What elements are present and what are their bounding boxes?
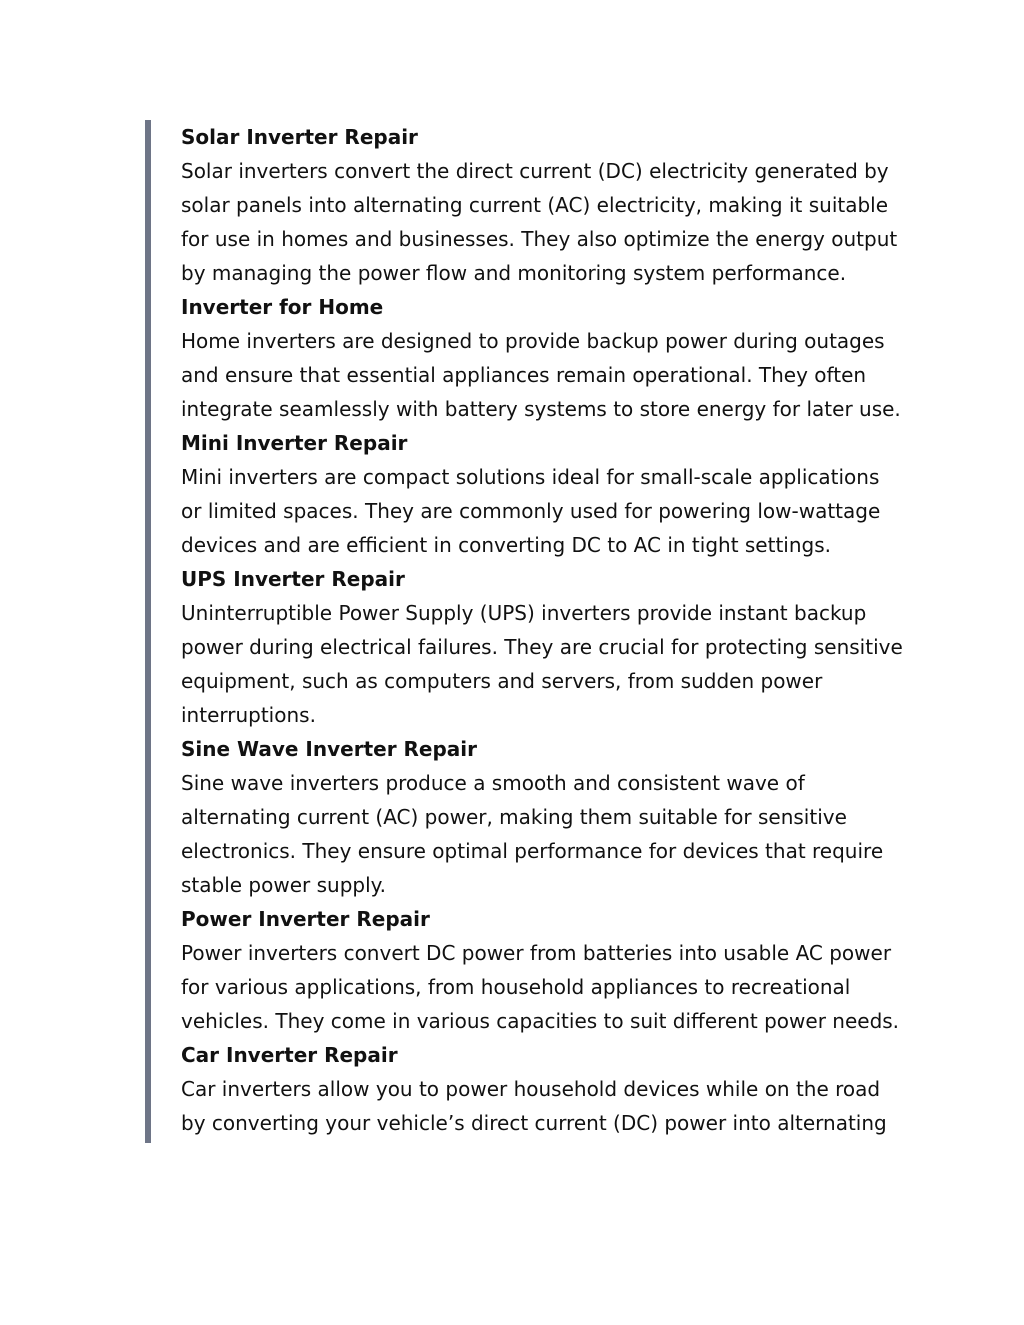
- body-line: Sine wave inverters produce a smooth and consistent wave of: [181, 771, 805, 795]
- section-heading: Mini Inverter Repair: [181, 431, 408, 455]
- body-line: devices and are efficient in converting DC to AC in tight settings.: [181, 533, 831, 557]
- body-line: Power inverters convert DC power from batteries into usable AC power: [181, 941, 892, 965]
- section-heading: Power Inverter Repair: [181, 907, 430, 931]
- body-line: for various applications, from household appliances to recreational: [181, 975, 851, 999]
- section-heading: Sine Wave Inverter Repair: [181, 737, 478, 761]
- body-line: Car inverters allow you to power household devices while on the road: [181, 1077, 881, 1101]
- section-solar-inverter-repair: [181, 120, 915, 290]
- body-line: solar panels into alternating current (AC) electricity, making it suitable: [181, 193, 889, 217]
- section-inverter-for-home: [181, 290, 915, 426]
- quote-block: [145, 120, 915, 1143]
- body-line: by converting your vehicle’s direct current (DC) power into alternating: [181, 1111, 887, 1135]
- section-ups-inverter-repair: [181, 562, 915, 732]
- body-line: stable power supply.: [181, 873, 386, 897]
- body-line: Home inverters are designed to provide backup power during outages: [181, 329, 885, 353]
- document-content: [181, 120, 915, 1140]
- body-line: Uninterruptible Power Supply (UPS) inverters provide instant backup: [181, 601, 867, 625]
- body-line: Mini inverters are compact solutions ideal for small-scale applications: [181, 465, 880, 489]
- body-line: or limited spaces. They are commonly used for powering low-wattage: [181, 499, 881, 523]
- body-line: equipment, such as computers and servers, from sudden power: [181, 669, 823, 693]
- section-power-inverter-repair: [181, 902, 915, 1038]
- body-line: by managing the power flow and monitoring system performance.: [181, 261, 847, 285]
- body-line: Solar inverters convert the direct current (DC) electricity generated by: [181, 159, 889, 183]
- body-line: interruptions.: [181, 703, 316, 727]
- section-heading: Inverter for Home: [181, 295, 384, 319]
- body-line: vehicles. They come in various capacities to suit different power needs.: [181, 1009, 900, 1033]
- body-line: integrate seamlessly with battery systems to store energy for later use.: [181, 397, 901, 421]
- body-line: for use in homes and businesses. They also optimize the energy output: [181, 227, 898, 251]
- section-heading: Solar Inverter Repair: [181, 125, 418, 149]
- section-heading: Car Inverter Repair: [181, 1043, 398, 1067]
- section-sine-wave-inverter-repair: [181, 732, 915, 902]
- body-line: power during electrical failures. They are crucial for protecting sensitive: [181, 635, 903, 659]
- section-mini-inverter-repair: [181, 426, 915, 562]
- body-line: electronics. They ensure optimal performance for devices that require: [181, 839, 884, 863]
- section-car-inverter-repair: [181, 1038, 915, 1140]
- body-line: and ensure that essential appliances remain operational. They often: [181, 363, 867, 387]
- body-line: alternating current (AC) power, making them suitable for sensitive: [181, 805, 847, 829]
- section-heading: UPS Inverter Repair: [181, 567, 405, 591]
